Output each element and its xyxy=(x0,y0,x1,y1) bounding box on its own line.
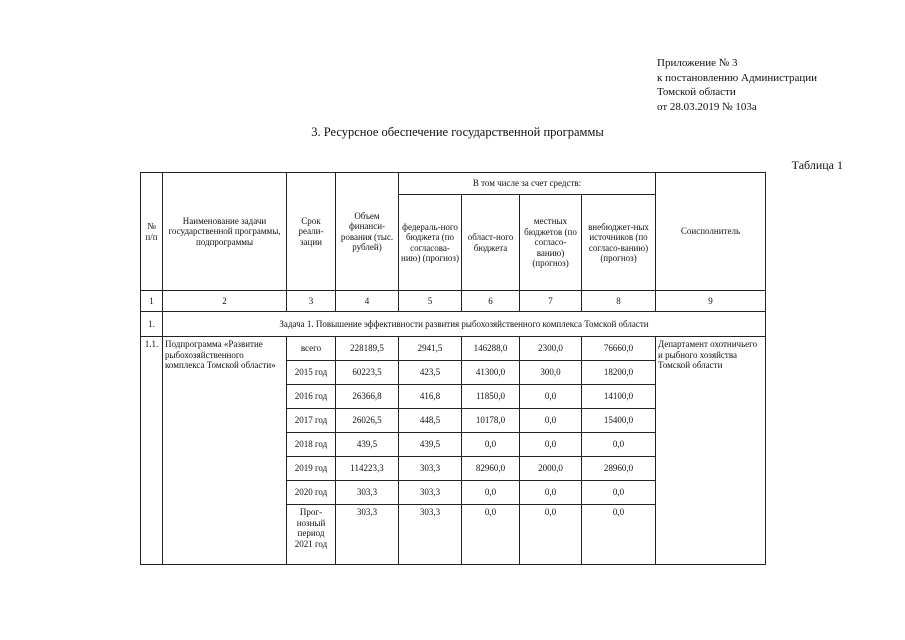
row-federal: 448,5 xyxy=(399,409,462,433)
row-term: 2019 год xyxy=(287,457,336,481)
row-extra: 0,0 xyxy=(582,505,656,565)
row-volume: 26366,8 xyxy=(336,385,399,409)
row-extra: 15400,0 xyxy=(582,409,656,433)
header-term: Срок реали-зации xyxy=(287,173,336,291)
appendix-line: Томской области xyxy=(657,86,736,98)
row-regional: 41300,0 xyxy=(462,361,520,385)
row-extra: 0,0 xyxy=(582,481,656,505)
header-row-1 xyxy=(141,173,766,195)
row-extra: 14100,0 xyxy=(582,385,656,409)
column-number: 7 xyxy=(520,291,582,312)
row-volume: 303,3 xyxy=(336,505,399,565)
subprogram-num: 1.1. xyxy=(141,337,163,565)
resource-table xyxy=(140,172,766,565)
column-number: 5 xyxy=(399,291,462,312)
row-local: 0,0 xyxy=(520,481,582,505)
table-label: Таблица 1 xyxy=(791,158,843,172)
column-number: 2 xyxy=(163,291,287,312)
row-volume: 60223,5 xyxy=(336,361,399,385)
row-regional: 0,0 xyxy=(462,481,520,505)
header-regional: област-ного бюджета xyxy=(462,195,520,291)
row-federal: 439,5 xyxy=(399,433,462,457)
row-federal: 416,8 xyxy=(399,385,462,409)
row-local: 0,0 xyxy=(520,433,582,457)
row-volume: 26026,5 xyxy=(336,409,399,433)
header-volume: Объем финанси-рования (тыс. рублей) xyxy=(336,173,399,291)
row-extra: 76660,0 xyxy=(582,337,656,361)
header-federal: федераль-ного бюджета (по согласова-нию) (прогноз) xyxy=(399,195,462,291)
row-local: 300,0 xyxy=(520,361,582,385)
row-regional: 0,0 xyxy=(462,505,520,565)
row-term: всего xyxy=(287,337,336,361)
column-number: 4 xyxy=(336,291,399,312)
task-text: Задача 1. Повышение эффективности развития рыбохозяйственного комплекса Томской области xyxy=(163,312,766,337)
table-row xyxy=(141,337,766,361)
row-federal: 303,3 xyxy=(399,457,462,481)
row-federal: 423,5 xyxy=(399,361,462,385)
subprogram-executor: Департамент охотничьего и рыбного хозяйства Томской области xyxy=(656,337,766,565)
header-executor: Соисполнитель xyxy=(656,173,766,291)
row-federal: 303,3 xyxy=(399,505,462,565)
appendix-block xyxy=(657,56,817,114)
header-local: местных бюджетов (по согласо-ванию) (прогноз) xyxy=(520,195,582,291)
row-term: 2020 год xyxy=(287,481,336,505)
column-number: 3 xyxy=(287,291,336,312)
appendix-line: от 28.03.2019 № 103а xyxy=(657,100,757,113)
row-regional: 82960,0 xyxy=(462,457,520,481)
row-regional: 146288,0 xyxy=(462,337,520,361)
header-extra: внебюджет-ных источников (по согласо-ванию) (прогноз) xyxy=(582,195,656,291)
row-term: 2017 год xyxy=(287,409,336,433)
row-federal: 303,3 xyxy=(399,481,462,505)
column-number: 9 xyxy=(656,291,766,312)
task-num: 1. xyxy=(141,312,163,337)
column-number: 8 xyxy=(582,291,656,312)
row-extra: 0,0 xyxy=(582,433,656,457)
row-regional: 0,0 xyxy=(462,433,520,457)
row-local: 2300,0 xyxy=(520,337,582,361)
row-volume: 303,3 xyxy=(336,481,399,505)
document-title: 3. Ресурсное обеспечение государственной программы xyxy=(311,125,604,139)
row-federal: 2941,5 xyxy=(399,337,462,361)
column-number: 6 xyxy=(462,291,520,312)
header-name: Наименование задачи государственной программы, подпрограммы xyxy=(163,173,287,291)
row-regional: 11850,0 xyxy=(462,385,520,409)
column-number: 1 xyxy=(141,291,163,312)
row-local: 0,0 xyxy=(520,385,582,409)
row-term: 2016 год xyxy=(287,385,336,409)
row-extra: 28960,0 xyxy=(582,457,656,481)
row-local: 0,0 xyxy=(520,409,582,433)
column-number-row xyxy=(141,291,766,312)
task-row xyxy=(141,312,766,337)
subprogram-name: Подпрограмма «Развитие рыбохозяйственного комплекса Томской области» xyxy=(163,337,287,565)
header-including: В том числе за счет средств: xyxy=(399,173,656,195)
row-volume: 228189,5 xyxy=(336,337,399,361)
row-term: 2018 год xyxy=(287,433,336,457)
row-extra: 18200,0 xyxy=(582,361,656,385)
row-regional: 10178,0 xyxy=(462,409,520,433)
row-local: 2000,0 xyxy=(520,457,582,481)
header-num: № п/п xyxy=(141,173,163,291)
row-local: 0,0 xyxy=(520,505,582,565)
appendix-line: к постановлению Администрации xyxy=(657,71,818,84)
row-term: 2015 год xyxy=(287,361,336,385)
appendix-line: Приложение № 3 xyxy=(657,57,738,69)
row-term: Прог-нозный период 2021 год xyxy=(287,505,336,565)
row-volume: 439,5 xyxy=(336,433,399,457)
row-volume: 114223,3 xyxy=(336,457,399,481)
